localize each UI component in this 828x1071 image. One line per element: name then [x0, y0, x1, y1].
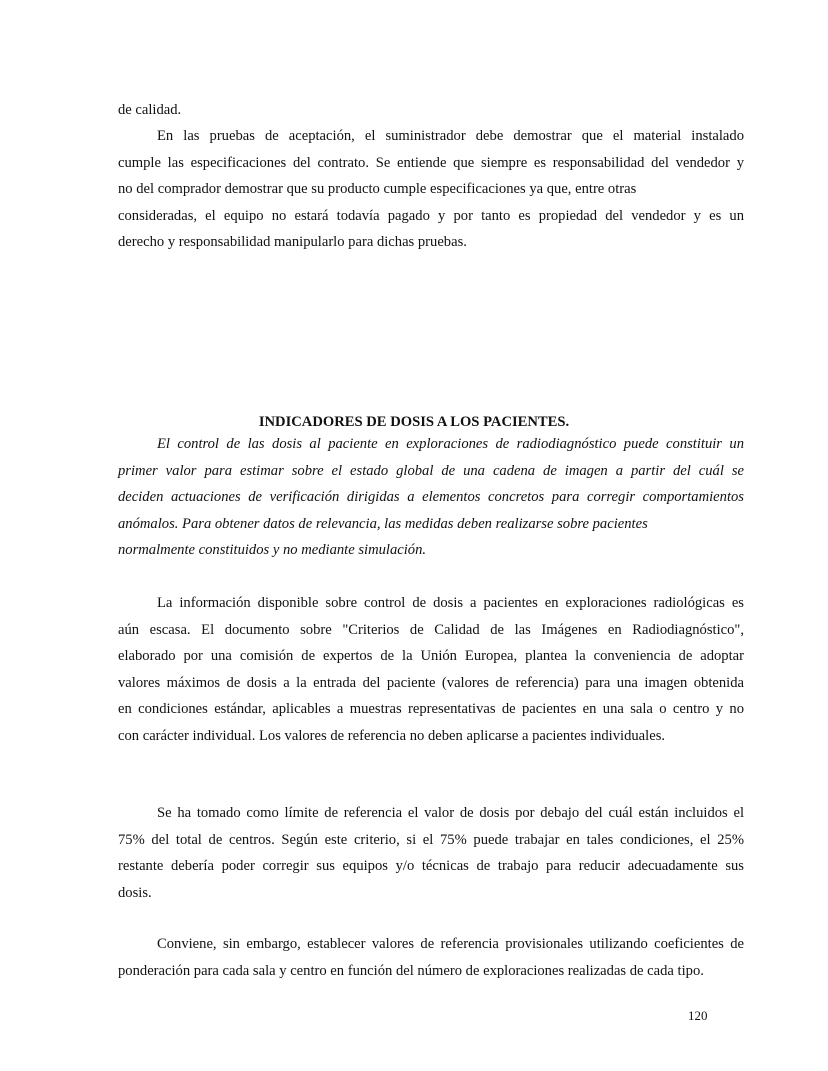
text-line: Se ha tomado como límite de referencia el valor de dosis por debajo del cuál están incluidos el [157, 805, 744, 821]
text-line: Conviene, sin embargo, establecer valores de referencia provisionales utilizando coeficientes de [157, 936, 744, 952]
text-line: ponderación para cada sala y centro en función del número de exploraciones realizadas de cada tipo. [118, 962, 704, 979]
text-line: de calidad. [118, 102, 182, 118]
text-line: primer valor para estimar sobre el estado global de una cadena de imagen a partir del cuál se [118, 462, 744, 479]
text-line: consideradas, el equipo no estará todavía pagado y por tanto es propiedad del vendedor y es un [118, 207, 744, 224]
text-line: elaborado por una comisión de expertos de la Unión Europea, plantea la conveniencia de adoptar [118, 648, 744, 665]
paragraph-continuation [118, 97, 744, 124]
text-line: En las pruebas de aceptación, el suministrador debe demostrar que el material instalado [157, 128, 744, 144]
text-line: dosis. [118, 884, 152, 901]
text-line: en condiciones estándar, aplicables a muestras representativas de pacientes en una sala o centro y no [118, 701, 744, 718]
text-line: La información disponible sobre control de dosis a pacientes en exploraciones radiológicas es [157, 595, 744, 611]
text-line: restante debería poder corregir sus equipos y/o técnicas de trabajo para reducir adecuadamente sus [118, 858, 744, 875]
text-line: valores máximos de dosis a la entrada del paciente (valores de referencia) para una imagen obtenida [118, 674, 744, 691]
paragraph-provisional-values [118, 931, 744, 984]
page-number: 120 [688, 1008, 708, 1023]
text-line: con carácter individual. Los valores de referencia no deben aplicarse a pacientes individuales. [118, 727, 666, 744]
text-line: deciden actuaciones de verificación dirigidas a elementos concretos para corregir comportamientos [118, 489, 744, 506]
text-line: anómalos. Para obtener datos de relevancia, las medidas deben realizarse sobre pacientes [118, 515, 648, 532]
paragraph-intro-italic [118, 431, 744, 564]
paragraph-reference-limit [118, 800, 744, 906]
text-line: no del comprador demostrar que su producto cumple especificaciones ya que, entre otras [118, 181, 637, 198]
text-line: derecho y responsabilidad manipularlo para dichas pruebas. [118, 234, 467, 251]
text-line: cumple las especificaciones del contrato. Se entiende que siempre es responsabilidad del vendedor y [118, 154, 744, 171]
paragraph-acceptance-tests [118, 123, 744, 256]
paragraph-information [118, 590, 744, 750]
section-heading: INDICADORES DE DOSIS A LOS PACIENTES. [258, 414, 570, 431]
text-line: 75% del total de centros. Según este criterio, si el 75% puede trabajar en tales condiciones, el 25% [118, 831, 744, 848]
text-line: aún escasa. El documento sobre "Criterios de Calidad de las Imágenes en Radiodiagnóstico", [118, 621, 744, 638]
text-line: El control de las dosis al paciente en exploraciones de radiodiagnóstico puede constituir un [157, 436, 744, 452]
text-line: normalmente constituidos y no mediante simulación. [118, 542, 427, 559]
